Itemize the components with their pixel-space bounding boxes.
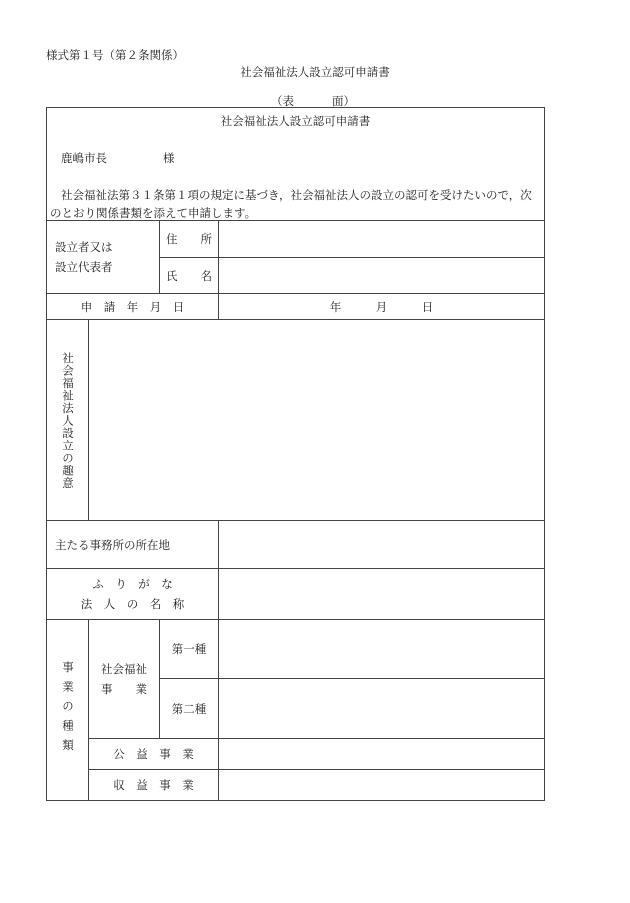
applicant-group-label-line2: 設立代表者: [55, 260, 113, 274]
public-business-row: [47, 739, 545, 770]
corp-name-field[interactable]: [219, 569, 545, 620]
application-statement: [50, 186, 541, 221]
office-row: [47, 521, 545, 569]
profit-business-field[interactable]: [219, 770, 545, 801]
business-type-label: 事業の種類: [61, 661, 75, 759]
corp-name-label: 法 人 の 名 称: [80, 597, 185, 611]
welfare-business-label: [89, 620, 160, 739]
address-field[interactable]: [219, 221, 545, 258]
intro-cell: [47, 108, 545, 221]
profit-business-label: 収 益 事 業: [89, 770, 219, 801]
office-field[interactable]: [219, 521, 545, 569]
business-label-cell: [47, 620, 89, 801]
application-form-table: [46, 107, 545, 801]
addressee-honorific: 様: [163, 151, 175, 165]
type2-field[interactable]: [219, 679, 545, 739]
name-label: 氏 名: [160, 258, 219, 294]
application-date-label: 申 請 年 月 日: [47, 294, 219, 320]
applicant-group-label: [47, 221, 160, 294]
side-label-right: 面）: [332, 94, 355, 108]
public-business-field[interactable]: [219, 739, 545, 770]
office-label: 主たる事務所の所在地: [47, 521, 219, 569]
application-statement-text: 社会福祉法第３１条第１項の規定に基づき，社会福祉法人の設立の認可を受けたいので，次のとおり関係書類を添えて申請します。: [50, 188, 532, 220]
purpose-field[interactable]: [89, 320, 545, 521]
name-field[interactable]: [219, 258, 545, 294]
form-inner-title: 社会福祉法人設立認可申請書: [220, 114, 371, 128]
type1-label: 第一種: [160, 620, 219, 679]
form-number: 様式第１号（第２条関係）: [46, 48, 184, 62]
application-date-field[interactable]: 年 月 日: [219, 294, 545, 320]
addressee-name: 鹿嶋市長: [61, 151, 107, 165]
side-label-left: （表: [271, 94, 294, 108]
applicant-group-label-line1: 設立者又は: [55, 240, 113, 254]
address-label: 住 所: [160, 221, 219, 258]
applicant-address-row: [47, 221, 545, 258]
corp-name-label-cell: [47, 569, 219, 620]
welfare-business-label-line1: 社会福祉: [101, 662, 147, 676]
profit-business-row: [47, 770, 545, 801]
type2-label: 第二種: [160, 679, 219, 739]
public-business-label: 公 益 事 業: [89, 739, 219, 770]
addressee: [61, 150, 175, 166]
application-date-row: [47, 294, 545, 320]
corp-name-row: [47, 569, 545, 620]
business-type1-row: [47, 620, 545, 679]
purpose-label: 社会福祉法人設立の趣意: [61, 352, 75, 490]
document-title: 社会福祉法人設立認可申請書: [240, 65, 390, 79]
purpose-row: [47, 320, 545, 521]
intro-row: [47, 108, 545, 221]
welfare-business-label-line2: 事 業: [101, 682, 147, 696]
corp-name-furigana-label: ふ り が な: [92, 577, 173, 591]
purpose-label-cell: [47, 320, 89, 521]
type1-field[interactable]: [219, 620, 545, 679]
